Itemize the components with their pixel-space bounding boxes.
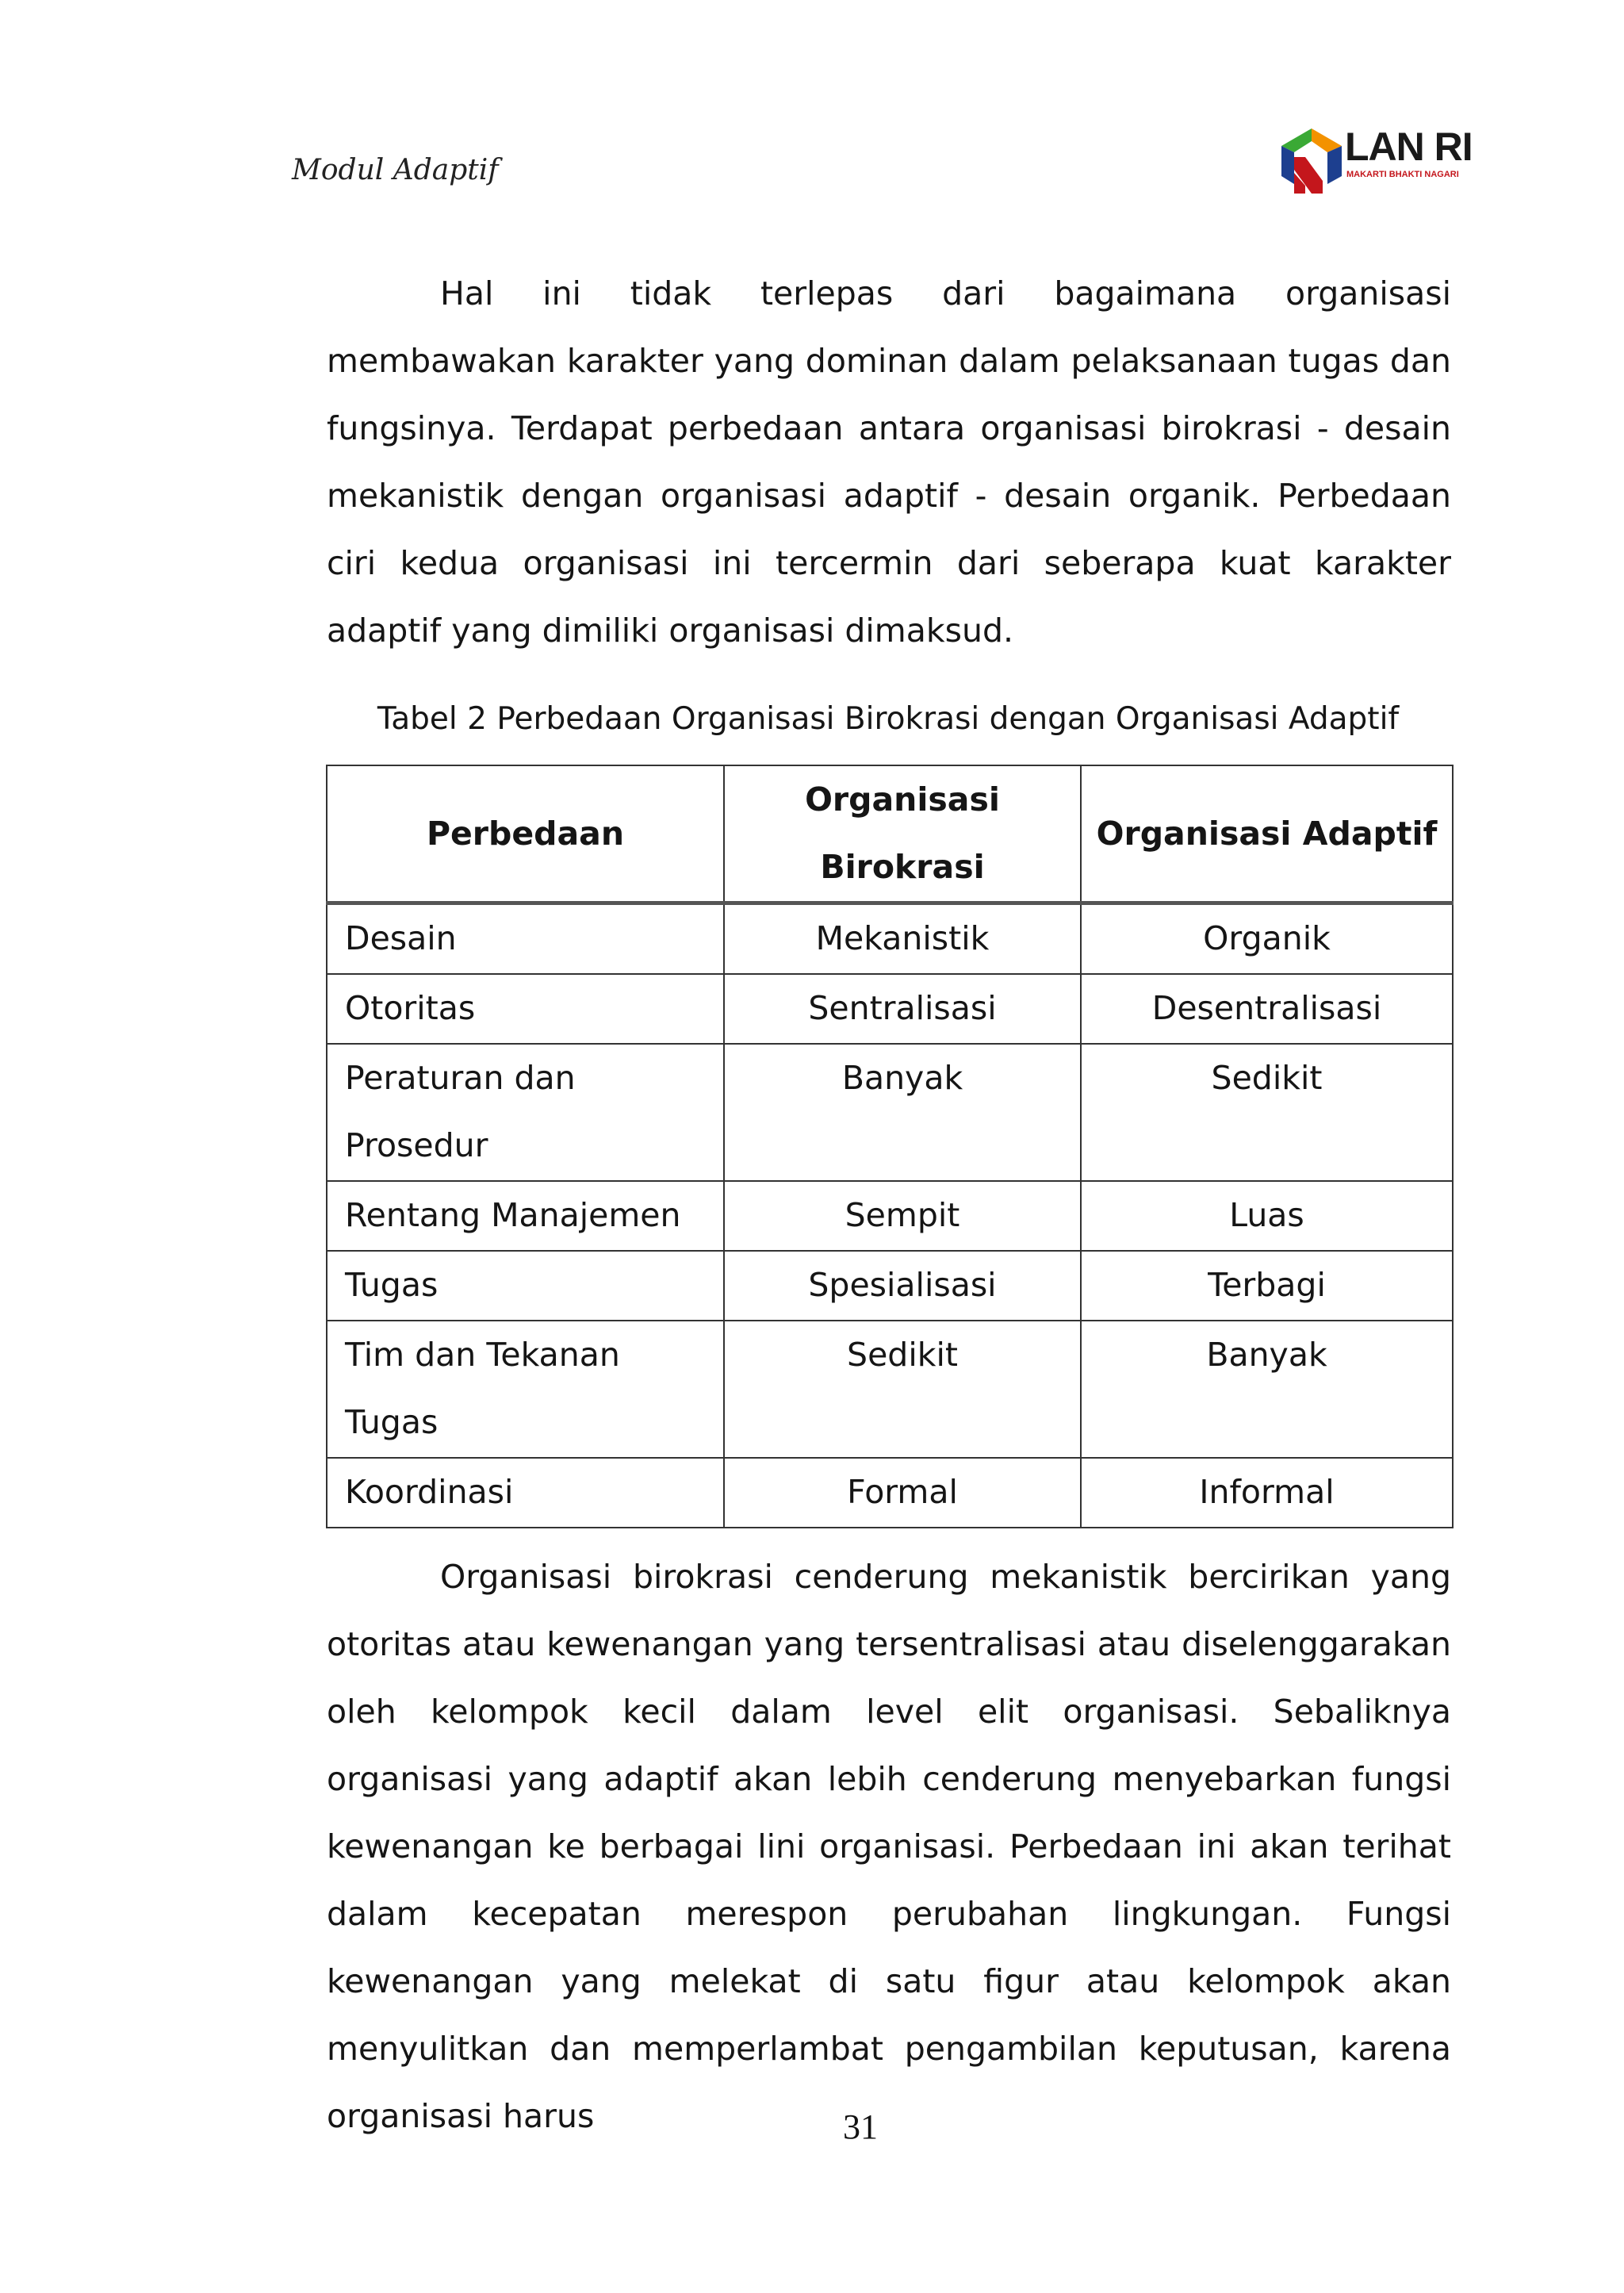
table-caption: Tabel 2 Perbedaan Organisasi Birokrasi dengan Organisasi Adaptif xyxy=(377,701,1400,737)
cell-adaptif: Banyak xyxy=(1081,1321,1453,1458)
table-row xyxy=(327,903,1453,975)
paragraph-body: Organisasi birokrasi cenderung mekanistik bercirikan yang otoritas atau kewenangan yang tersentralisasi atau diselenggarakan oleh kelompok kecil dalam level elit organisasi. Sebaliknya organisasi yang adaptif akan lebih cenderung menyebarkan fungsi kewenangan ke berbagai lini organisasi. Perbedaan ini akan terihat dalam kecepatan merespon perubahan lingkungan. Fungsi kewenangan yang melekat di satu figur atau kelompok akan menyulitkan dan memperlambat pengambilan keputusan, karena organisasi harus xyxy=(327,1558,1451,2135)
header-cell-birokrasi: Organisasi Birokrasi xyxy=(724,765,1081,903)
row-label: Desain xyxy=(327,903,724,975)
row-label: Tim dan Tekanan Tugas xyxy=(327,1321,724,1458)
row-label: Otoritas xyxy=(327,974,724,1044)
page-number: 31 xyxy=(843,2107,878,2146)
logo-tagline: MAKARTI BHAKTI NAGARI xyxy=(1346,170,1459,179)
header-cell-adaptif: Organisasi Adaptif xyxy=(1081,765,1453,903)
cell-adaptif: Informal xyxy=(1081,1458,1453,1528)
running-header: Modul Adaptif xyxy=(292,154,499,186)
table-row xyxy=(327,1251,1453,1321)
lan-ri-logo xyxy=(1278,117,1473,198)
lan-ri-emblem-icon xyxy=(1278,117,1345,198)
cell-adaptif: Terbagi xyxy=(1081,1251,1453,1321)
header-cell-perbedaan: Perbedaan xyxy=(327,765,724,903)
table-row xyxy=(327,1321,1453,1458)
table-header-row xyxy=(327,765,1453,903)
table-row xyxy=(327,1044,1453,1181)
row-label: Tugas xyxy=(327,1251,724,1321)
cell-birokrasi: Spesialisasi xyxy=(724,1251,1081,1321)
row-label: Koordinasi xyxy=(327,1458,724,1528)
row-label: Peraturan dan Prosedur xyxy=(327,1044,724,1181)
table-row xyxy=(327,1458,1453,1528)
table-row xyxy=(327,974,1453,1044)
cell-adaptif: Sedikit xyxy=(1081,1044,1453,1181)
cell-adaptif: Luas xyxy=(1081,1181,1453,1251)
cell-birokrasi: Banyak xyxy=(724,1044,1081,1181)
cell-adaptif: Organik xyxy=(1081,903,1453,975)
paragraph-intro: Hal ini tidak terlepas dari bagaimana organisasi membawakan karakter yang dominan dalam pelaksanaan tugas dan fungsinya. Terdapat perbedaan antara organisasi birokrasi - desain mekanistik dengan organisasi adaptif - desain organik. Perbedaan ciri kedua organisasi ini tercermin dari seberapa kuat karakter adaptif yang dimiliki organisasi dimaksud. xyxy=(327,274,1451,650)
logo-wordmark: LAN RI xyxy=(1345,125,1473,169)
cell-birokrasi: Formal xyxy=(724,1458,1081,1528)
row-label: Rentang Manajemen xyxy=(327,1181,724,1251)
cell-birokrasi: Sempit xyxy=(724,1181,1081,1251)
cell-adaptif: Desentralisasi xyxy=(1081,974,1453,1044)
cell-birokrasi: Sedikit xyxy=(724,1321,1081,1458)
cell-birokrasi: Mekanistik xyxy=(724,903,1081,975)
cell-birokrasi: Sentralisasi xyxy=(724,974,1081,1044)
table-row xyxy=(327,1181,1453,1251)
comparison-table xyxy=(326,765,1454,1528)
